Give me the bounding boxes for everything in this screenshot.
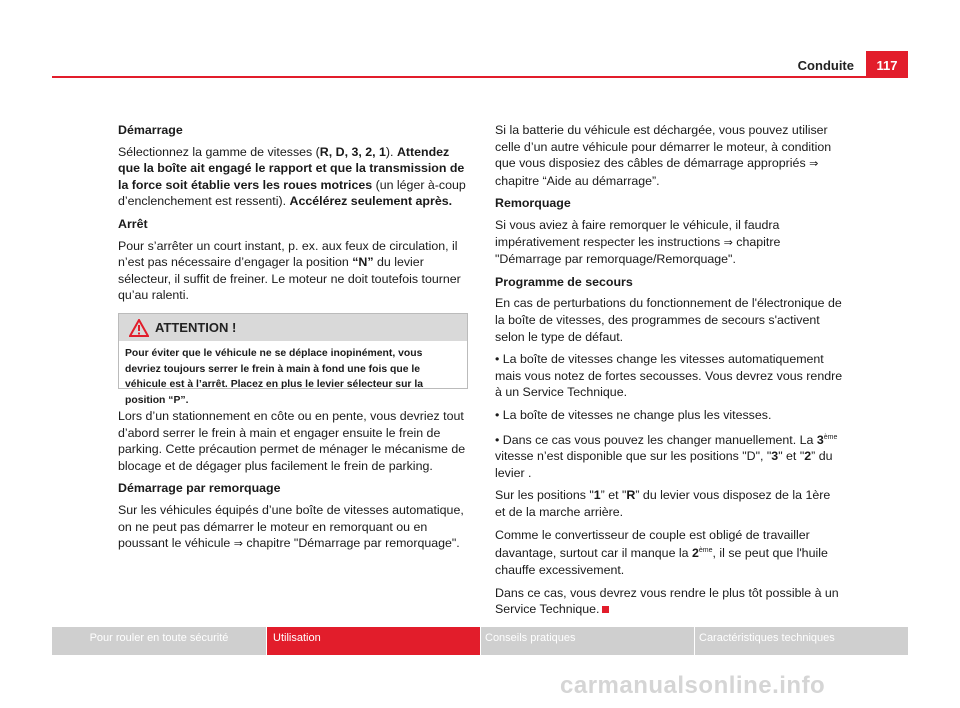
warning-text: Pour éviter que le véhicule ne se déplace inopinément, vous devriez toujours serrer le frein à main à fond une fois que le véhicule est à l’arrêt. Placez en plus le levier sélecteur sur la position “P”. — [125, 348, 424, 406]
paragraph-secours: En cas de perturbations du fonctionnement de l'électronique de la boîte de vitesses, des programmes de secours s'activent selon le type de défaut. — [495, 296, 842, 344]
text: Pour s’arrêter un court instant, p. ex. aux feux de circulation, il n’est pas nécessaire d’engager la position — [118, 238, 458, 270]
text: Si vous aviez à faire remorquer le véhicule, il faudra impérativement respecter les instructions — [495, 217, 780, 249]
text: ” du levier . — [495, 449, 833, 480]
warning-box — [118, 313, 468, 406]
text: du levier sélecteur, il suffit de freiner. Le moteur ne doit toutefois tourner qu’au ralenti. — [118, 255, 461, 303]
reference-arrow-icon: ⇒ — [809, 157, 819, 171]
paragraph-final — [495, 585, 843, 618]
text: ” du levier vous disposez de la 1ère et de la marche arrière. — [495, 488, 831, 519]
gear-number: 2 — [804, 449, 812, 464]
text: vitesse n’est disponible que sur les positions "D", " — [495, 449, 772, 464]
superscript: ème — [823, 433, 838, 441]
right-column — [495, 122, 843, 624]
gear-number: R — [626, 488, 636, 503]
gear-number: 1 — [593, 488, 601, 503]
text: Dans ce cas, vous devrez vous rendre le plus tôt possible à un Service Technique. — [495, 585, 839, 617]
text: ). — [385, 144, 397, 159]
text: Comme le convertisseur de couple est obligé de travailler davantage, surtout car il manque la — [495, 527, 810, 561]
text: , il se peut que l'huile chauffe excessivement. — [495, 546, 828, 577]
footer-tab-caracteristiques[interactable]: Caractéristiques techniques — [695, 627, 908, 655]
text: Si la batterie du véhicule est déchargée, vous pouvez utiliser celle d’un autre véhicule pour démarrer le moteur, à condition que vous disposiez des câbles de démarrage appropriés — [495, 123, 832, 171]
end-of-section-square-icon — [602, 606, 609, 613]
text: Sélectionnez la gamme de vitesses ( — [118, 144, 320, 159]
footer-tab-utilisation[interactable]: Utilisation — [267, 627, 480, 655]
paragraph-batterie — [495, 122, 843, 189]
heading-remorquage: Remorquage — [495, 196, 571, 211]
page-number: 117 — [866, 51, 908, 78]
paragraph-demarrage — [118, 144, 466, 210]
paragraph-convertisseur — [495, 527, 843, 579]
text: chapitre "Démarrage par remorquage". — [242, 536, 460, 551]
text: ” et " — [600, 488, 627, 503]
header-divider — [52, 76, 908, 78]
heading-secours: Programme de secours — [495, 274, 633, 289]
text: Sur les véhicules équipés d’une boîte de vitesses automatique, on ne peut pas démarrer le moteur en remorquant ou en poussant le véhicule — [118, 502, 464, 551]
left-column-lower — [118, 408, 466, 559]
section-title: Conduite — [797, 58, 854, 73]
gear-range: R, D, 3, 2, 1 — [319, 144, 386, 159]
gear-number: 3 — [816, 432, 824, 447]
heading-demarrage-remorquage: Démarrage par remorquage — [118, 481, 281, 496]
position-n: “N” — [352, 255, 374, 270]
heading-demarrage: Démarrage — [118, 123, 183, 137]
gear-number: 3 — [771, 449, 779, 464]
paragraph-remorquage-right — [495, 217, 843, 268]
warning-header — [119, 314, 467, 341]
emphasis-text: Accélérez seulement après. — [289, 194, 453, 209]
bullet-2: • La boîte de vitesses ne change plus les vitesses. — [495, 407, 772, 422]
text: Sur les positions " — [495, 488, 594, 503]
paragraph-pente: Lors d’un stationnement en côte ou en pente, vous devriez tout d’abord serrer le frein à main et engager ensuite le frein de parking. Cette précaution permet de ménager le mécanisme de blocage et de dégager plus facilement le frein de parking. — [118, 409, 466, 473]
text: (un léger à-coup d’enclenchement est ressenti). — [118, 177, 466, 209]
bullet-1: • La boîte de vitesses change les vitesses automatiquement mais vous notez de fortes secousses. Vous devrez vous rendre à un Service Technique. — [495, 352, 843, 400]
gear-number: 2 — [692, 546, 699, 561]
warning-triangle-icon — [129, 319, 149, 342]
text: " et " — [778, 449, 805, 464]
reference-arrow-icon: ⇒ — [233, 537, 243, 551]
text: • Dans ce cas vous pouvez les changer manuellement. La — [495, 432, 817, 447]
left-column — [118, 122, 466, 332]
warning-title: ATTENTION ! — [155, 320, 237, 335]
text: chapitre "Démarrage par remorquage/Remorquage". — [495, 234, 781, 267]
footer-tab-securite[interactable]: Pour rouler en toute sécurité — [52, 627, 266, 655]
heading-arret: Arrêt — [118, 216, 148, 231]
paragraph-remorquage — [118, 502, 466, 553]
reference-arrow-icon: ⇒ — [723, 235, 733, 249]
bullet-3 — [495, 430, 843, 482]
text: chapitre “Aide au démarrage”. — [495, 173, 660, 188]
emphasis-text: Attendez que la boîte ait engagé le rapport et que la transmission de la force soit établie vers les roues motrices — [118, 144, 465, 192]
superscript: ème — [698, 547, 713, 555]
watermark: carmanualsonline.info — [560, 672, 826, 699]
paragraph-arret — [118, 238, 466, 304]
paragraph-positions — [495, 487, 843, 520]
footer-tab-conseils[interactable]: Conseils pratiques — [481, 627, 694, 655]
